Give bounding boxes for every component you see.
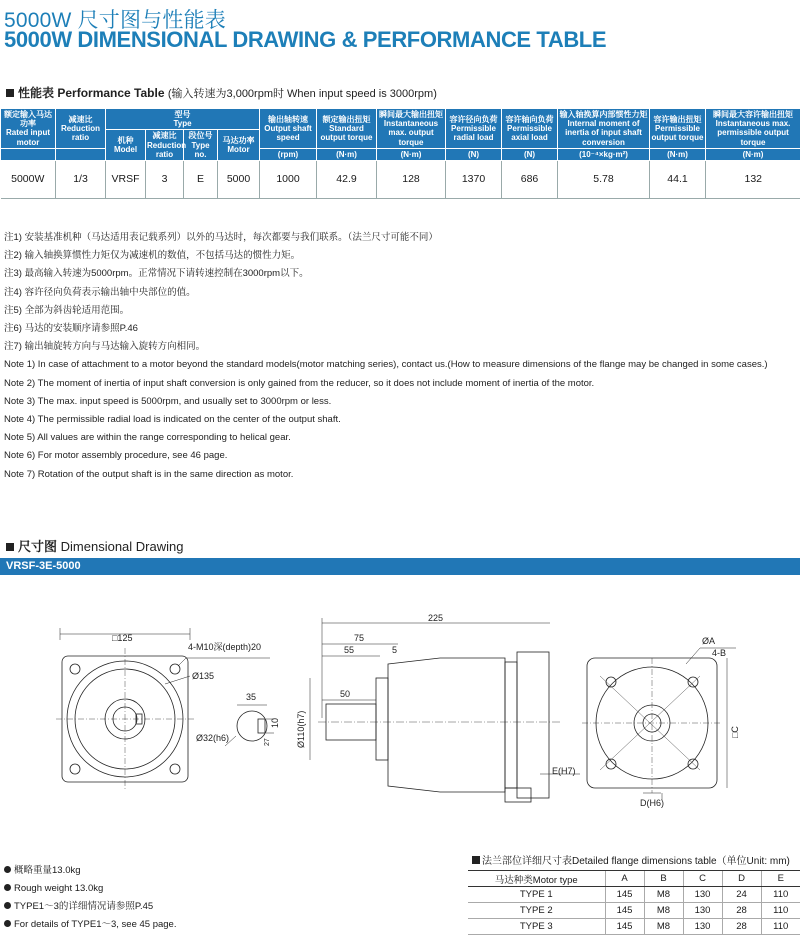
bullet-icon [4, 920, 11, 927]
note-line: 注5) 全部为斜齿轮适用范围。 [4, 304, 130, 316]
list-item: Rough weight 13.0kg [4, 880, 176, 898]
weight-notes [4, 862, 176, 934]
model-bar [0, 558, 800, 575]
table-row: TYPE 2 145 M8 130 28 110 [468, 903, 800, 919]
unit-speed: (rpm) [260, 148, 317, 160]
dim-225: 225 [428, 613, 444, 623]
header-inertia: 输入轴换算内部惯性力矩 Internal moment of inertia of input shaft conversion [559, 110, 648, 147]
list-item: For details of TYPE1～3, see 45 page. [4, 916, 176, 934]
unit-inertia: (10⁻⁴×kg·m²) [558, 148, 650, 160]
dim-10: 10 [270, 717, 280, 728]
note-line: 注6) 马达的安装顺序请参照P.46 [4, 323, 138, 335]
dim-dh6: D(H6) [640, 798, 664, 808]
header-ratio: 减速比 Reduction ratio [56, 109, 106, 149]
dim-4b: 4-B [712, 648, 727, 658]
dim-5: 5 [392, 645, 398, 655]
header-inst-permissible: 瞬间最大容许输出扭矩 Instantaneous max. permissible output torque [706, 109, 800, 149]
note-line: 注1) 安装基准机种（马达适用表记载系列）以外的马达时，每次都要与我们联系。（法兰尺寸可能不同） [4, 232, 438, 243]
dim-sq125: □125 [112, 633, 133, 643]
square-bullet-icon [6, 543, 14, 551]
square-bullet-icon [6, 89, 14, 97]
dim-da: ØA [702, 636, 716, 646]
unit-perm: (N·m) [650, 148, 706, 160]
note-line: 注7) 输出轴旋转方向与马达输入旋转方向相同。 [4, 341, 206, 353]
header-model: 机种 Model [106, 130, 146, 161]
header-typeno: 段位号 Type no. [184, 130, 218, 161]
list-item: 概略重量13.0kg [4, 862, 176, 880]
note-line: Note 1) In case of attachment to a motor beyond the standard models(motor matching series), contact us.(How to measure dimensions of the flange may be changed in some cases.) [4, 359, 768, 371]
unit-instperm: (N·m) [706, 148, 800, 160]
dimensional-drawing [0, 578, 800, 848]
table-row: TYPE 1 145 M8 130 24 110 [468, 887, 800, 903]
note-line: Note 5) All values are within the range corresponding to helical gear. [4, 432, 291, 444]
note-line: Note 4) The permissible radial load is indicated on the center of the output shaft. [4, 414, 341, 426]
performance-section-heading: 性能表 Performance Table (输入转速为3,000rpm时 When input speed is 3000rpm) [6, 84, 437, 101]
dim-50: 50 [340, 689, 351, 699]
note-line: Note 2) The moment of inertia of input shaft conversion is only gained from the reducer, so it does not include moment of inertia of the motor. [4, 377, 595, 389]
header-motor: 额定输入马达功率 Rated input motor [1, 109, 56, 149]
page-title-en: 5000W DIMENSIONAL DRAWING & PERFORMANCE TABLE [4, 27, 607, 52]
note-line: Note 6) For motor assembly procedure, see 46 page. [4, 450, 228, 462]
note-line: Note 7) Rotation of the output shaft is in the same direction as motor. [4, 468, 294, 480]
header-torque: 额定输出扭矩 Standard output torque [317, 109, 377, 149]
dim-sqc: □C [730, 726, 740, 738]
note-line: Note 3) The max. input speed is 5000rpm, and usually set to 3000rpm or less. [4, 395, 332, 407]
model-label: VRSF-3E-5000 [6, 560, 81, 572]
dim-d135: Ø135 [192, 671, 215, 681]
performance-table [0, 108, 800, 199]
table-row: TYPE 3 145 M8 130 28 110 [468, 919, 800, 935]
dim-35: 35 [246, 692, 257, 702]
dim-55: 55 [344, 645, 355, 655]
header-spacer-motor [1, 148, 56, 160]
flange-table: 马达种类Motor type A B C D E TYPE 1 145 M8 130 24 110 TYPE 2 145 M8 130 28 110 TYPE 3 145 M8 130 28 110 [468, 870, 800, 935]
notes-list [4, 229, 768, 484]
flange-view [582, 648, 736, 800]
header-permissible: 容许输出扭矩 Permissible output torque [650, 109, 706, 149]
dim-eh7: E(H7) [552, 766, 576, 776]
note-line: 注3) 最高输入转速为5000rpm。正常情况下请转速控制在3000rpm以下。 [4, 268, 309, 280]
square-bullet-icon [472, 856, 480, 864]
front-view [56, 628, 270, 790]
unit-inst: (N·m) [377, 148, 446, 160]
dim-75: 75 [354, 633, 365, 643]
header-rr: 减速比 Reduction ratio [147, 131, 187, 159]
dim-27: 27 [264, 738, 271, 746]
header-spacer-ratio [56, 148, 106, 160]
unit-torque: (N·m) [317, 148, 377, 160]
list-item: TYPE1～3的详细情况请参照P.45 [4, 898, 176, 916]
header-radial: 容许径向负荷 Permissible radial load [446, 109, 502, 149]
dimension-section-heading: 尺寸图 Dimensional Drawing [6, 536, 183, 555]
header-motorpow: 马达功率 Motor [218, 130, 260, 161]
page-title-cn: 5000W 尺寸图与性能表 [4, 9, 226, 32]
header-speed: 输出轴转速 Output shaft speed [260, 109, 317, 149]
bullet-icon [4, 866, 11, 873]
header-axial: 容许轴向负荷 Permissible axial load [502, 109, 558, 149]
dim-holes: 4-M10深(depth)20 [188, 642, 262, 652]
table-row: 5000W 1/3 VRSF 3 E 5000 1000 42.9 128 1370 686 5.78 44.1 132 [1, 160, 800, 198]
unit-radial: (N) [446, 148, 502, 160]
header-type: 型号 Type [106, 109, 260, 130]
note-line: 注4) 容许径向负荷表示输出轴中央部位的值。 [4, 286, 196, 298]
bullet-icon [4, 884, 11, 891]
bullet-icon [4, 902, 11, 909]
unit-axial: (N) [502, 148, 558, 160]
dim-d110: Ø110(h7) [296, 710, 306, 748]
dim-d32: Ø32(h6) [196, 733, 230, 743]
flange-table-title: 法兰部位详细尺寸表Detailed flange dimensions table（单位Unit: mm) [472, 852, 790, 867]
header-instantaneous: 瞬间最大输出扭矩 Instantaneous max. output torque [377, 109, 446, 149]
note-line: 注2) 输入轴换算惯性力矩仅为减速机的数值，不包括马达的惯性力矩。 [4, 250, 301, 262]
